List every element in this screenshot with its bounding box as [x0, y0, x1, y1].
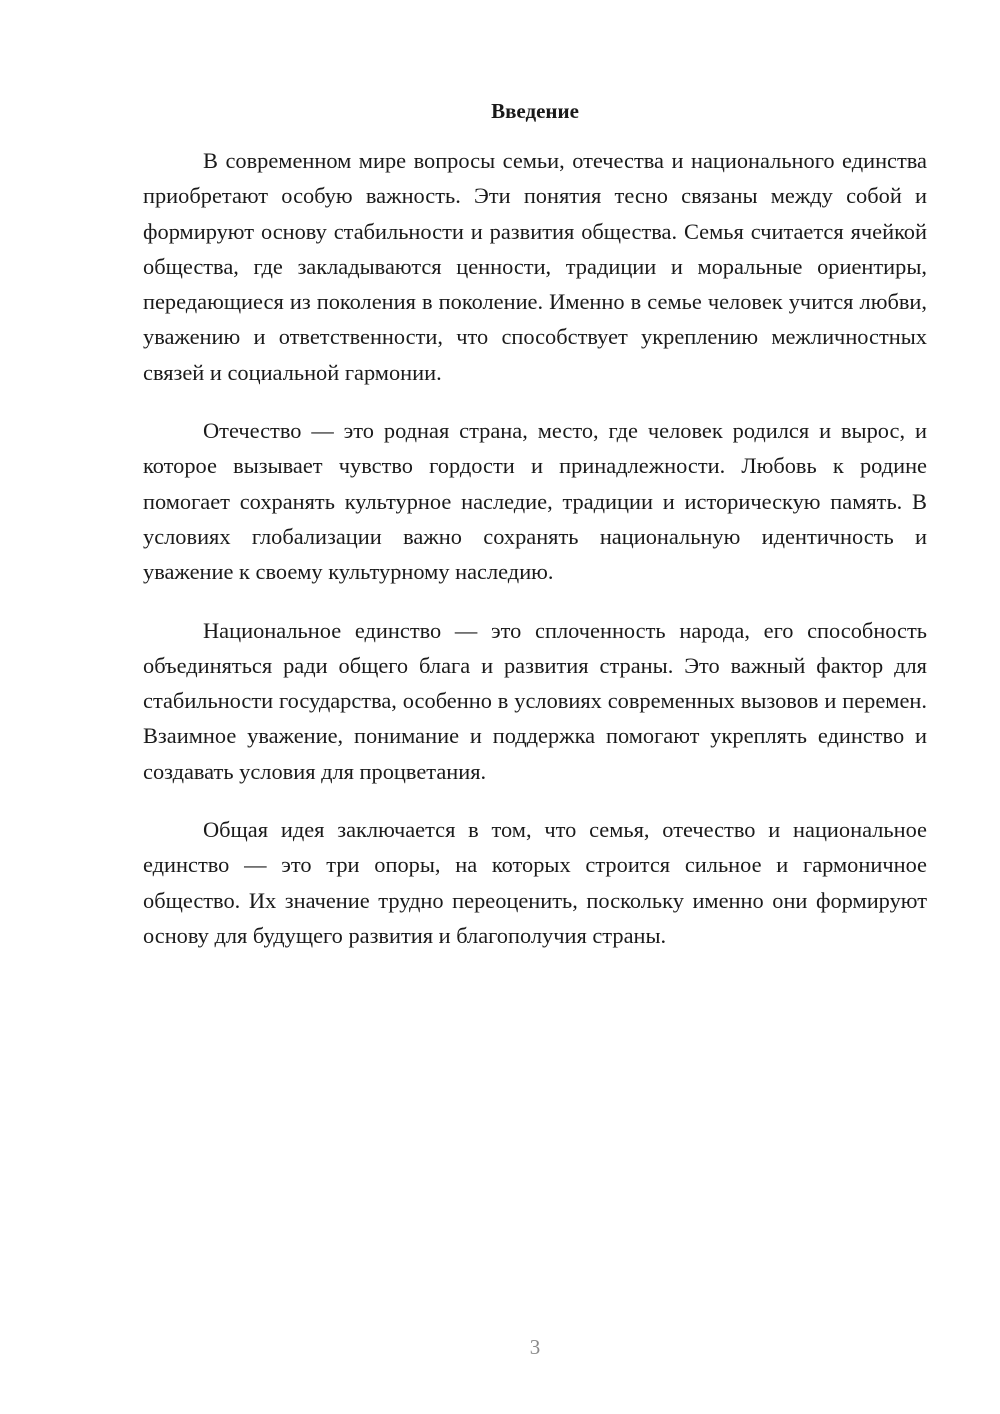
paragraph-3: Национальное единство — это сплоченность народа, его способность объединяться ради общего блага и развития страны. Это важный фактор для стабильности государства, особенно в условиях современных вызовов и перемен. Взаимное уважение, понимание и поддержка помогают укреплять единство и создавать условия для процветания.	[143, 617, 927, 784]
paragraph-2: Отечество — это родная страна, место, где человек родился и вырос, и которое вызывает чувство гордости и принадлежности. Любовь к родине помогает сохранять культурное наследие, традиции и историческую память. В условиях глобализации важно сохранять национальную идентичность и уважение к своему культурному наследию.	[143, 418, 927, 585]
section-title: Введение	[491, 99, 579, 123]
paragraph-1: В современном мире вопросы семьи, отечества и национального единства приобретают особую важность. Эти понятия тесно связаны между собой и формируют основу стабильности и развития общества. Семья считается ячейкой общества, где закладываются ценности, традиции и моральные ориентиры, передающиеся из поколения в поколение. Именно в семье человек учится любви, уважению и ответственности, что способствует укреплению межличностных связей и социальной гармонии.	[143, 148, 927, 385]
paragraph-4: Общая идея заключается в том, что семья, отечество и национальное единство — это три опоры, на которых строится сильное и гармоничное общество. Их значение трудно переоценить, поскольку именно они формируют основу для будущего развития и благополучия страны.	[143, 817, 927, 948]
document-body	[143, 143, 927, 976]
page-number: 3	[529, 1335, 541, 1359]
